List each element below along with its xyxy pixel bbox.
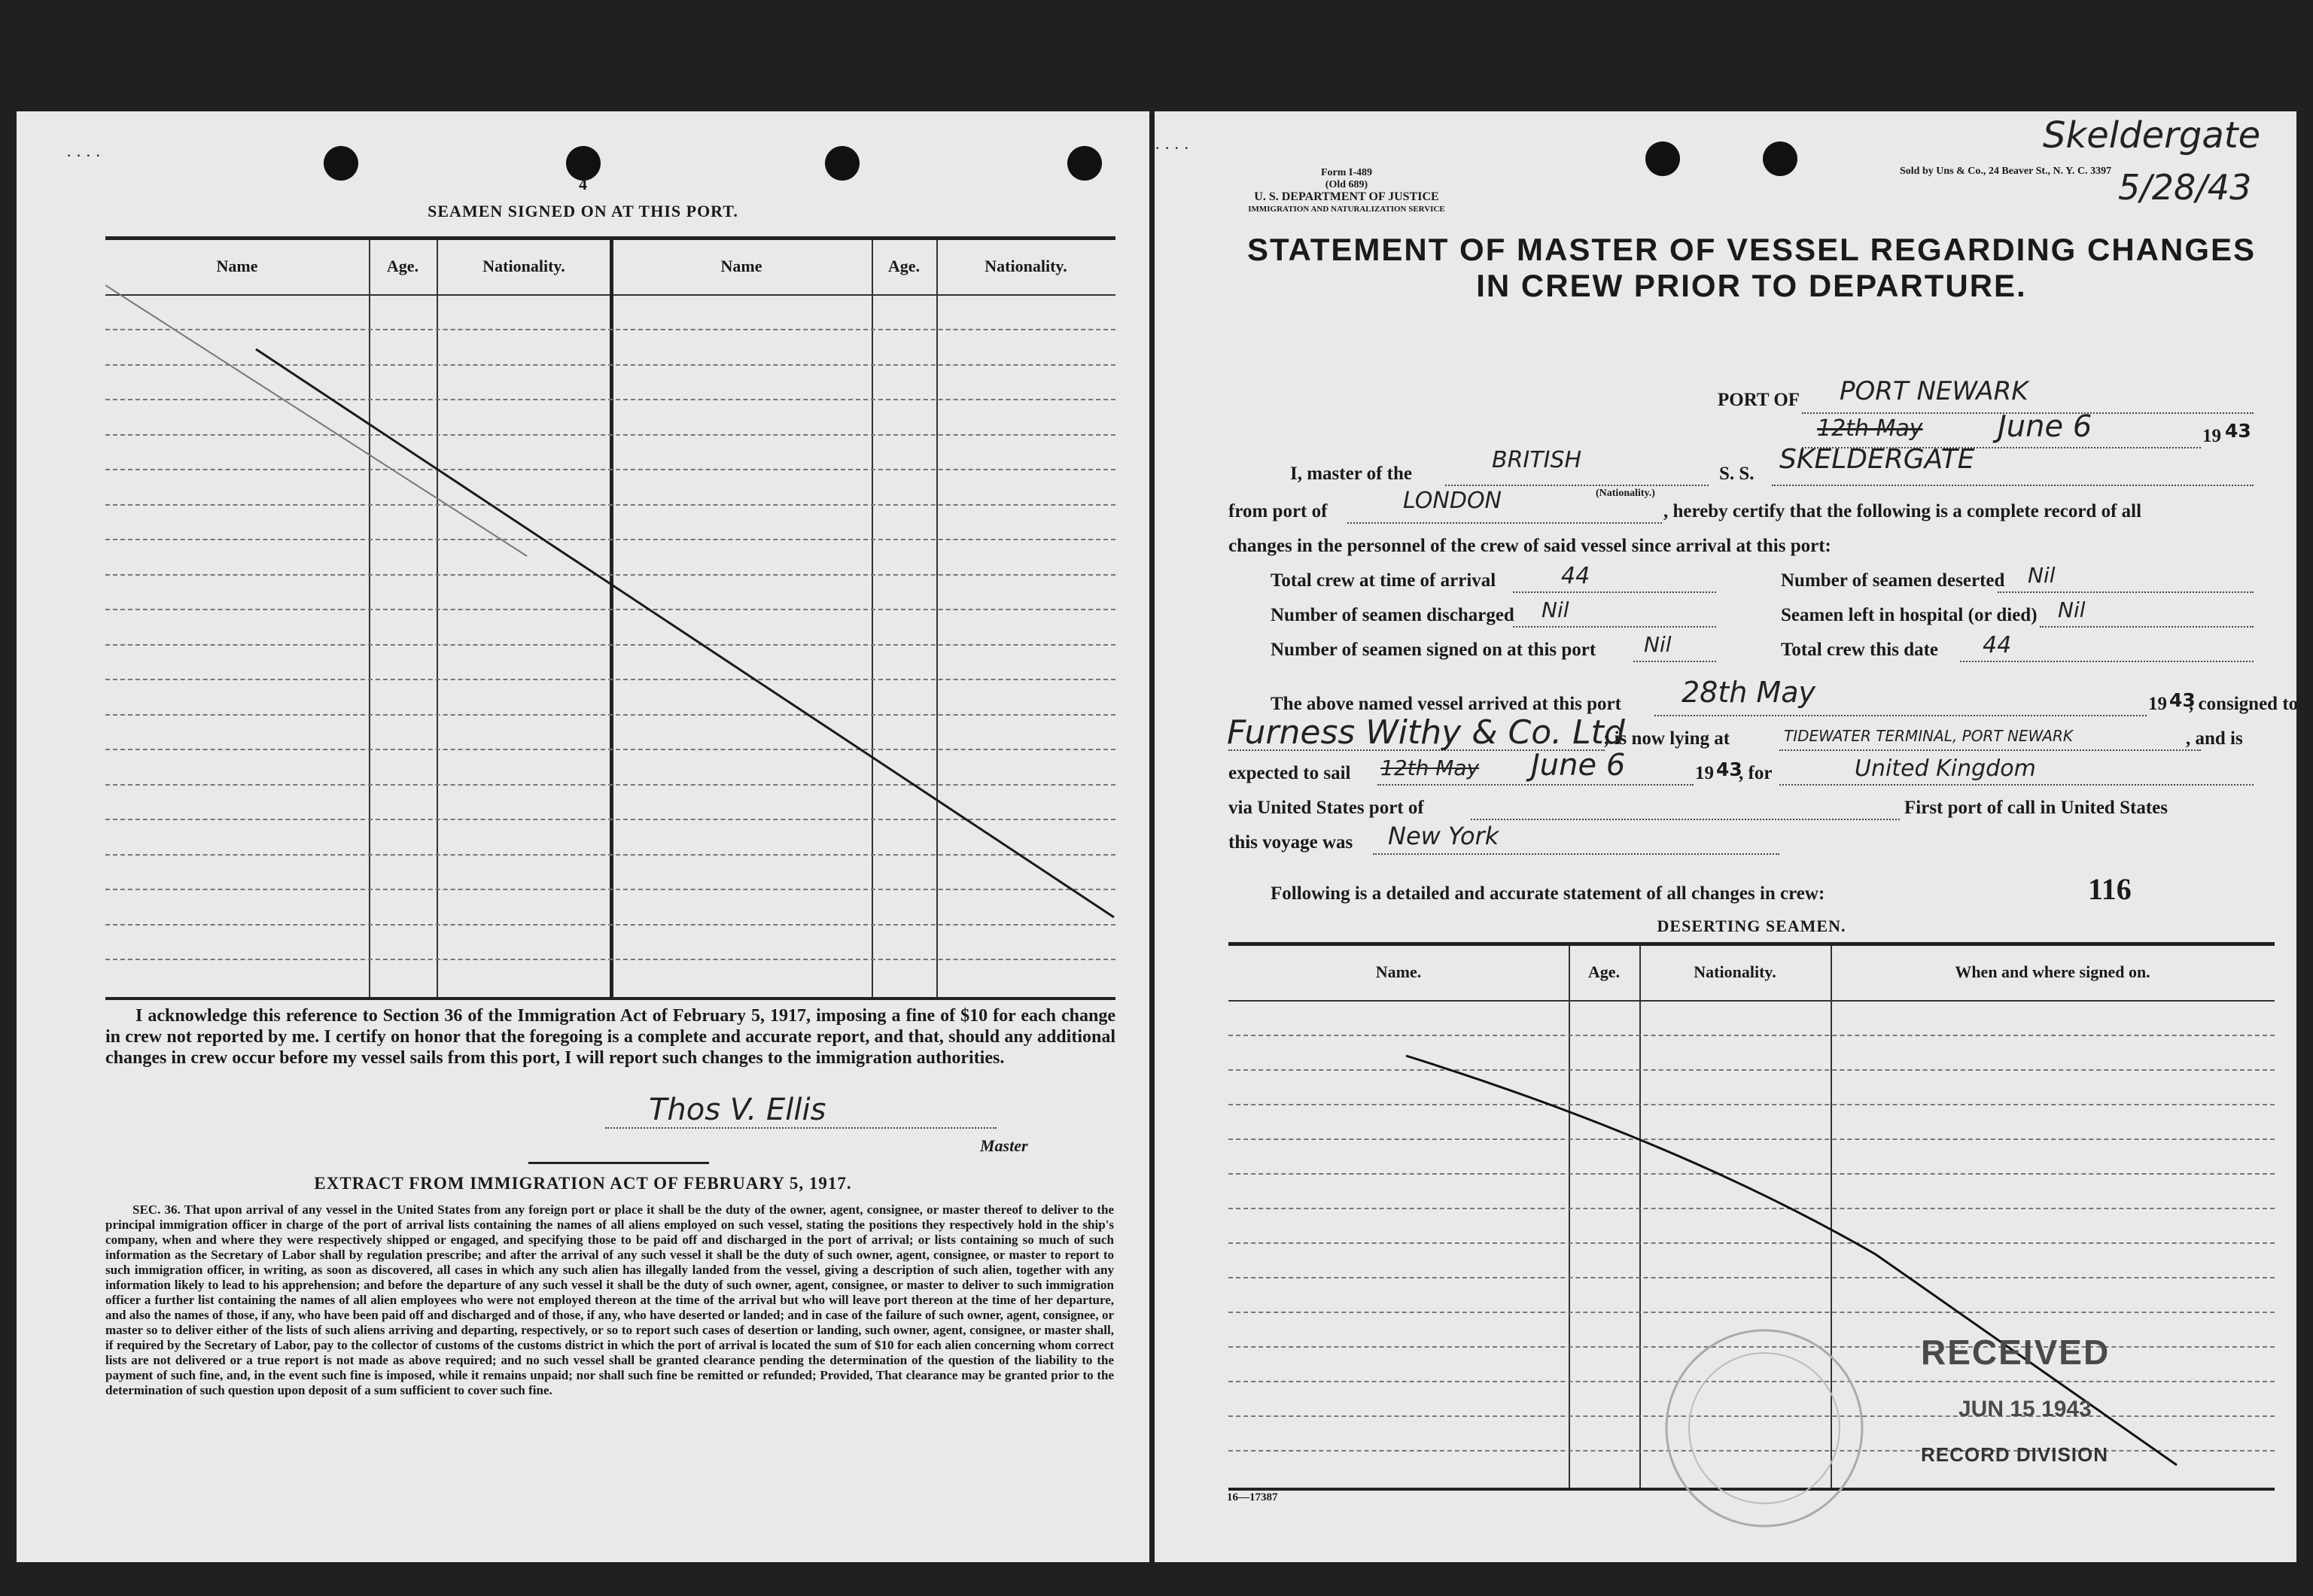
stamp-division: RECORD DIVISION — [1921, 1443, 2109, 1466]
expected-label: expected to sail — [1228, 763, 1351, 783]
nationality-line — [1445, 485, 1709, 486]
destination-line — [1779, 784, 2254, 786]
voyage-label: this voyage was — [1228, 832, 1353, 853]
signed-on-label: Number of seamen signed on at this port — [1271, 640, 1596, 660]
port-value: PORT NEWARK — [1840, 376, 2028, 406]
total-crew-date-label: Total crew this date — [1781, 640, 1939, 660]
circular-seal-stamp — [1651, 1315, 1877, 1541]
deserting-title: DESERTING SEAMEN. — [1657, 917, 1846, 935]
form-title-line2: IN CREW PRIOR TO DEPARTURE. — [1476, 268, 2027, 303]
stamp-received: RECEIVED — [1921, 1333, 2111, 1372]
total-crew-date-value: 44 — [1983, 632, 2012, 658]
master-signature: Thos V. Ellis — [649, 1093, 826, 1127]
sail-value: June 6 — [1531, 748, 1626, 783]
ship-value: SKELDERGATE — [1779, 444, 1975, 475]
date-struck: 12th May — [1817, 415, 1923, 442]
arrived-value: 28th May — [1681, 676, 1815, 709]
year-prefix: 19 — [2202, 426, 2221, 446]
service: IMMIGRATION AND NATURALIZATION SERVICE — [1248, 205, 1445, 214]
voyage-line — [1373, 853, 1779, 855]
seller-note: Sold by Uns & Co., 24 Beaver St., N. Y. C. 3397 — [1900, 166, 2112, 177]
col-header-nationality: Nationality. — [985, 257, 1067, 275]
for-label: , for — [1739, 763, 1773, 783]
discharged-label: Number of seamen discharged — [1271, 605, 1514, 625]
left-page — [17, 111, 1149, 1562]
form-title-line1: STATEMENT OF MASTER OF VESSEL REGARDING CHANGES — [1246, 232, 2257, 267]
changes-text: changes in the personnel of the crew of said vessel since arrival at this port: — [1228, 536, 1831, 556]
sail-year-prefix: 19 — [1695, 763, 1714, 783]
sail-line — [1377, 784, 1694, 786]
via-line — [1471, 819, 1900, 820]
master-of-label: I, master of the — [1290, 464, 1412, 484]
stat-line — [1960, 661, 2254, 662]
certify-text: , hereby certify that the following is a complete record of all — [1663, 501, 2142, 521]
margin-dots: · · · · — [1155, 138, 1189, 157]
arrived-year-prefix: 19 — [2148, 694, 2167, 714]
deserted-value: Nil — [2028, 563, 2056, 588]
nationality-caption: (Nationality.) — [1596, 488, 1655, 499]
number-stamp: 116 — [2088, 872, 2132, 906]
nationality-value: BRITISH — [1492, 447, 1582, 473]
extract-text: SEC. 36. That upon arrival of any vessel in the United States from any foreign port or place it shall be the duty of the owner, agent, consignee, or master thereof to deliver to the principal immigration officer in charge of the port of arrival lists containing the names of all aliens employed on such vessel, stating the positions they respectively hold in the ship's company, when and where they were respectively shipped or engaged, and specifying those to be paid off and discharged in the port of arrival; or lists containing so much of such information as the Secretary of Labor shall by regulation prescribe; and after the arrival of any such vessel it shall be the duty of such owner, agent, consignee, or master to report to such immigration officer, in writing, as soon as discovered, all cases in which any such alien has illegally landed from the vessel, giving a description of such alien, together with any information likely to lead to his apprehension; and before the departure of any such vessel it shall be the duty of such owner, agent, consignee, or master to deliver to such immigration officer a further list containing the names of all alien employees who were not employed thereon at the time of the arrival but who will leave port thereon at the time of her departure, and also the names of those, if any, who have been paid off and discharged and of those, if any, who have deserted or landed; and in case of the failure of such owner, agent, consignee, or master so to deliver either of the lists of such aliens arriving and departing, respectively, or so to report such cases of desertion or landing, such owner, agent, consignee, or master shall, if required by the Secretary of Labor, pay to the collector of customs of the customs district in which the port of arrival is located the sum of $10 for each alien concerning whom correct lists are not delivered or a true report is not made as above required; and no such vessel shall be granted clearance pending the determination of the question of the liability to the payment of such fine, and, in the event such fine is imposed, while it remains unpaid; nor shall such fine be remitted or refunded; Provided, That clearance may be granted prior to the determination of such question upon deposit of a sum sufficient to cover such fine. — [105, 1202, 1114, 1397]
master-label: Master — [980, 1136, 1028, 1155]
cancel-diagonal-line — [105, 240, 1115, 997]
form-title — [1228, 232, 2275, 304]
stat-line — [1998, 591, 2254, 593]
stat-line — [1513, 591, 1716, 593]
signed-on-value: Nil — [1644, 632, 1672, 657]
lying-line — [1779, 749, 2201, 751]
hospital-label: Seamen left in hospital (or died) — [1781, 605, 2038, 625]
hospital-value: Nil — [2058, 597, 2086, 622]
col-header-age: Age. — [1587, 962, 1621, 981]
signature-line — [605, 1127, 997, 1129]
year-value: 43 — [2225, 420, 2251, 442]
col-header-age: Age. — [386, 257, 419, 275]
from-port-value: LONDON — [1403, 488, 1502, 514]
col-header-nationality: Nationality. — [482, 257, 565, 275]
seamen-signed-on-table — [105, 236, 1115, 1000]
stamp-date: JUN 15 1943 — [1958, 1397, 2092, 1421]
col-header-nationality: Nationality. — [1694, 962, 1776, 981]
via-label: via United States port of — [1228, 798, 1424, 818]
department: U. S. DEPARTMENT OF JUSTICE — [1254, 190, 1439, 203]
discharged-value: Nil — [1541, 597, 1569, 622]
port-label: PORT OF — [1718, 390, 1800, 410]
from-port-label: from port of — [1228, 501, 1328, 521]
total-crew-arrival-value: 44 — [1561, 563, 1590, 589]
arrived-label: The above named vessel arrived at this port — [1271, 694, 1621, 714]
arrived-line — [1654, 715, 2147, 716]
arrived-year: 43 — [2169, 689, 2196, 711]
corner-note: Skeldergate — [2043, 114, 2261, 157]
col-header-name: Name — [216, 257, 258, 275]
total-crew-arrival-label: Total crew at time of arrival — [1271, 570, 1496, 591]
corner-date: 5/28/43 — [2118, 167, 2252, 208]
date-value: June 6 — [1998, 409, 2092, 444]
sail-struck: 12th May — [1380, 755, 1480, 780]
punch-hole — [1645, 141, 1680, 176]
consigned-label: , consigned to — [2189, 694, 2299, 714]
stat-line — [1513, 626, 1716, 628]
col-header-age: Age. — [887, 257, 921, 275]
col-header-signed-on: When and where signed on. — [1955, 962, 2150, 981]
extract-title: EXTRACT FROM IMMIGRATION ACT OF FEBRUARY 5, 1917. — [314, 1174, 852, 1193]
deserted-label: Number of seamen deserted — [1781, 570, 2005, 591]
col-header-name: Name — [720, 257, 762, 275]
divider — [528, 1162, 709, 1164]
first-call-label: First port of call in United States — [1904, 798, 2168, 818]
margin-dots: · · · · — [66, 146, 101, 165]
ship-line — [1772, 485, 2254, 486]
and-is-label: , and is — [2186, 728, 2243, 749]
consignee-value: Furness Withy & Co. Ltd — [1227, 713, 1625, 752]
page-number: 4 — [579, 175, 587, 193]
stat-line — [1633, 661, 1716, 662]
stat-line — [2040, 626, 2254, 628]
lying-value: TIDEWATER TERMINAL, PORT NEWARK — [1784, 727, 2074, 745]
form-number: Form I-489 — [1320, 167, 1373, 178]
right-page — [1155, 111, 2299, 1562]
destination-value: United Kingdom — [1855, 755, 2036, 782]
sail-year: 43 — [1716, 758, 1742, 780]
punch-hole — [1763, 141, 1797, 176]
section-title: SEAMEN SIGNED ON AT THIS PORT. — [428, 202, 738, 220]
col-header-name: Name. — [1375, 962, 1422, 981]
lying-label: ; is now lying at — [1603, 728, 1730, 749]
ss-label: S. S. — [1719, 464, 1755, 484]
from-port-line — [1347, 522, 1662, 524]
form-header — [1222, 167, 1471, 215]
voyage-value: New York — [1388, 822, 1499, 850]
acknowledgement-text: I acknowledge this reference to Section 36 of the Immigration Act of February 5, 1917, imposing a fine of $10 for each change in crew not reported by me. I certify on honor that the foregoing is a complete and accurate report, and that, should any additional changes in crew occur before my vessel sails from this port, I will report such changes to the immigration authorities. — [105, 1006, 1115, 1068]
following-text: Following is a detailed and accurate statement of all changes in crew: — [1271, 883, 1825, 904]
form-old-number: (Old 689) — [1325, 179, 1368, 190]
footer-code: 16—17387 — [1227, 1491, 1278, 1503]
